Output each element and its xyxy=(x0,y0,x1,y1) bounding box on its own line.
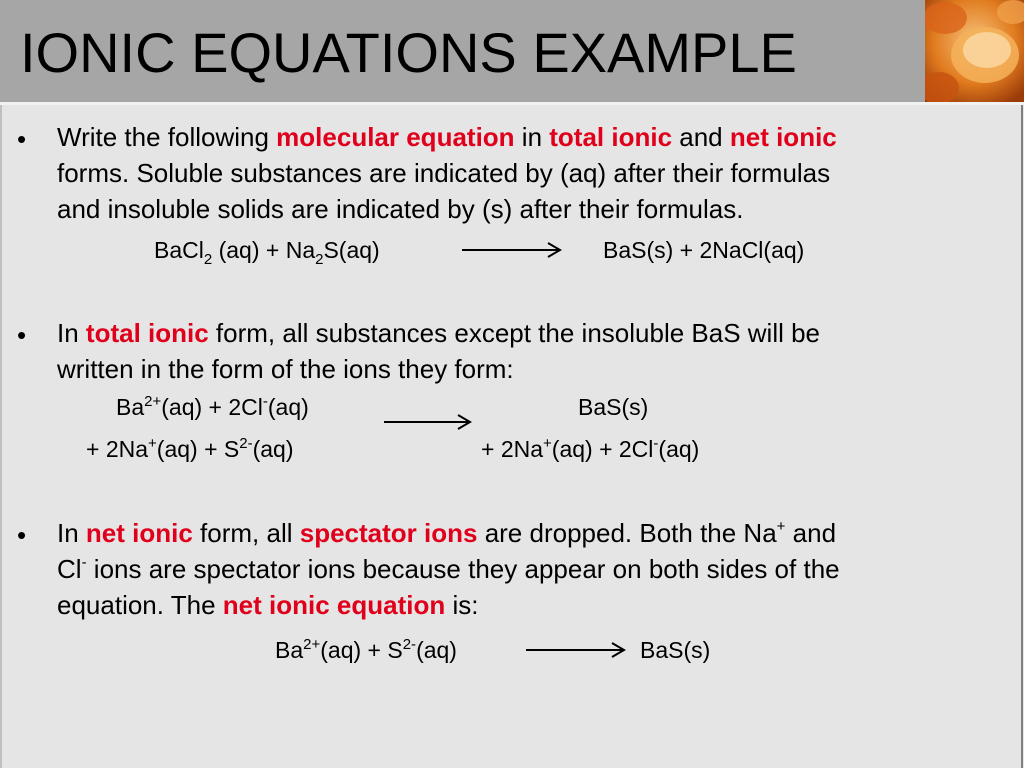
bullet-1-line-2: forms. Soluble substances are indicated by (aq) after their formulas xyxy=(57,158,831,188)
bullet-3-line-1: In net ionic form, all spectator ions are dropped. Both the Na+ and xyxy=(57,518,837,548)
net-ionic-reactants: $Ba^{2+}(aq) + S^{2-}(aq)$ xyxy=(275,636,457,663)
bullet-3-line-2: Cl- ions are spectator ions because they appear on both sides of the xyxy=(57,554,840,584)
bullet-2-text xyxy=(57,315,967,387)
reaction-arrow-icon xyxy=(526,640,628,660)
bullet-3-text xyxy=(57,515,967,623)
bullet-marker: • xyxy=(17,320,27,350)
total-ionic-products-line-2: + 2Na+(aq) + 2Cl-(aq) xyxy=(481,435,700,462)
slide-title: IONIC EQUATIONS EXAMPLE xyxy=(20,21,797,84)
bullet-2-line-1: In total ionic form, all substances except the insoluble BaS will be xyxy=(57,318,821,348)
pills-photo-image xyxy=(925,0,1024,102)
bullet-2-line-2: written in the form of the ions they form: xyxy=(57,354,514,384)
bullet-marker: • xyxy=(17,520,27,550)
molecular-equation-products: BaS(s) + 2NaCl(aq) xyxy=(603,237,805,263)
title-bar xyxy=(0,0,1024,102)
total-ionic-reactants-line-1: $Ba^{2+}(aq) + 2Cl^-(aq)$ xyxy=(116,393,309,420)
bullet-3-line-3: equation. The net ionic equation is: xyxy=(57,590,479,620)
molecular-equation-reactants: BaCl$_2$ $(aq) + Na_2S(aq)$ xyxy=(154,237,380,268)
bullet-1-text xyxy=(57,119,967,227)
reaction-arrow-icon xyxy=(462,240,566,260)
slide-body xyxy=(0,105,1024,768)
bullet-1-line-3: and insoluble solids are indicated by (s) after their formulas. xyxy=(57,194,744,224)
reaction-arrow-icon xyxy=(384,412,474,432)
net-ionic-products: BaS(s) xyxy=(640,637,711,663)
total-ionic-products-line-1: BaS(s) xyxy=(578,394,649,420)
total-ionic-reactants-line-2: + $2Na^+(aq) + S^{2-}(aq)$ xyxy=(86,435,294,462)
bullet-marker: • xyxy=(17,124,27,154)
bullet-1-line-1: Write the following molecular equation in total ionic and net ionic xyxy=(57,122,837,152)
